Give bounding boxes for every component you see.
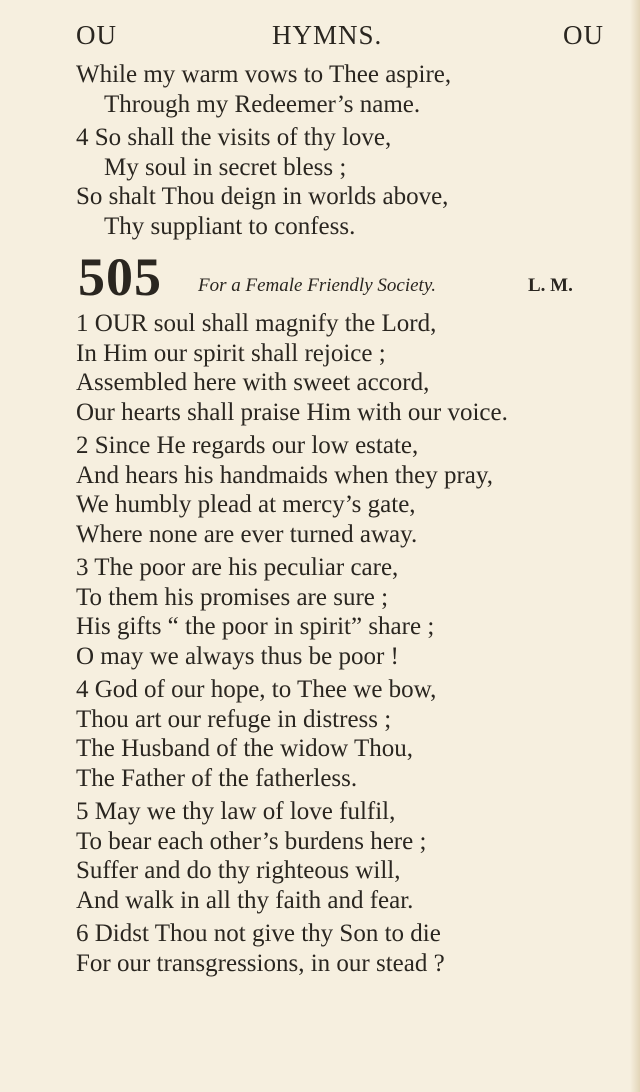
verse-line: To them his promises are sure ; <box>76 583 389 611</box>
stanza-6 <box>76 919 616 978</box>
hymn-title: For a Female Friendly Society. <box>198 275 436 296</box>
verse-line: 4 So shall the visits of thy love, <box>76 124 392 151</box>
verse-line: 1 OUR soul shall magnify the Lord, <box>76 310 437 337</box>
stanza-5 <box>76 797 616 915</box>
verse-line: And walk in all thy faith and fear. <box>76 886 414 914</box>
running-head-left: OU <box>76 20 117 50</box>
verse-line: For our transgressions, in our stead ? <box>76 949 445 977</box>
verse-line: My soul in secret bless ; <box>104 153 347 181</box>
previous-hymn-continuation <box>76 60 616 241</box>
verse-line: Where none are ever turned away. <box>76 520 418 548</box>
hymn-header <box>76 247 616 309</box>
running-head-title: HYMNS. <box>272 20 383 50</box>
verse-line: 2 Since He regards our low estate, <box>76 432 419 459</box>
verse-line: Assembled here with sweet accord, <box>76 369 430 396</box>
verse-line: Through my Redeemer’s name. <box>104 90 421 118</box>
page-body <box>76 60 616 978</box>
verse-line: In Him our spirit shall rejoice ; <box>76 339 386 367</box>
running-head <box>0 20 640 54</box>
verse-line: We humbly plead at mercy’s gate, <box>76 491 416 518</box>
verse-line: 6 Didst Thou not give thy Son to die <box>76 920 441 947</box>
verse-line: And hears his handmaids when they pray, <box>76 461 494 489</box>
verse-line: The Father of the fatherless. <box>76 764 358 792</box>
stanza-3 <box>76 553 616 671</box>
verse-line: Our hearts shall praise Him with our voice. <box>76 398 508 426</box>
verse-line: His gifts “ the poor in spirit” share ; <box>76 613 435 640</box>
stanza-2 <box>76 431 616 549</box>
stanza-4 <box>76 675 616 793</box>
hymn-meter: L. M. <box>528 275 573 296</box>
hymn-stanzas <box>76 309 616 978</box>
verse-line: Suffer and do thy righteous will, <box>76 857 401 884</box>
verse-line: 4 God of our hope, to Thee we bow, <box>76 676 437 703</box>
page-edge <box>630 0 640 1092</box>
verse-line: 5 May we thy law of love fulfil, <box>76 798 396 825</box>
verse-line: Thou art our refuge in distress ; <box>76 705 392 733</box>
stanza-1 <box>76 309 616 427</box>
verse-line: Thy suppliant to confess. <box>104 212 356 240</box>
verse-line: The Husband of the widow Thou, <box>76 735 413 762</box>
verse-line: To bear each other’s burdens here ; <box>76 827 427 855</box>
verse-line: While my warm vows to Thee aspire, <box>76 61 452 88</box>
verse-line: O may we always thus be poor ! <box>76 642 399 670</box>
running-head-right: OU <box>563 20 604 50</box>
hymn-number: 505 <box>78 247 162 307</box>
verse-line: 3 The poor are his peculiar care, <box>76 554 399 581</box>
verse-line: So shalt Thou deign in worlds above, <box>76 183 449 210</box>
